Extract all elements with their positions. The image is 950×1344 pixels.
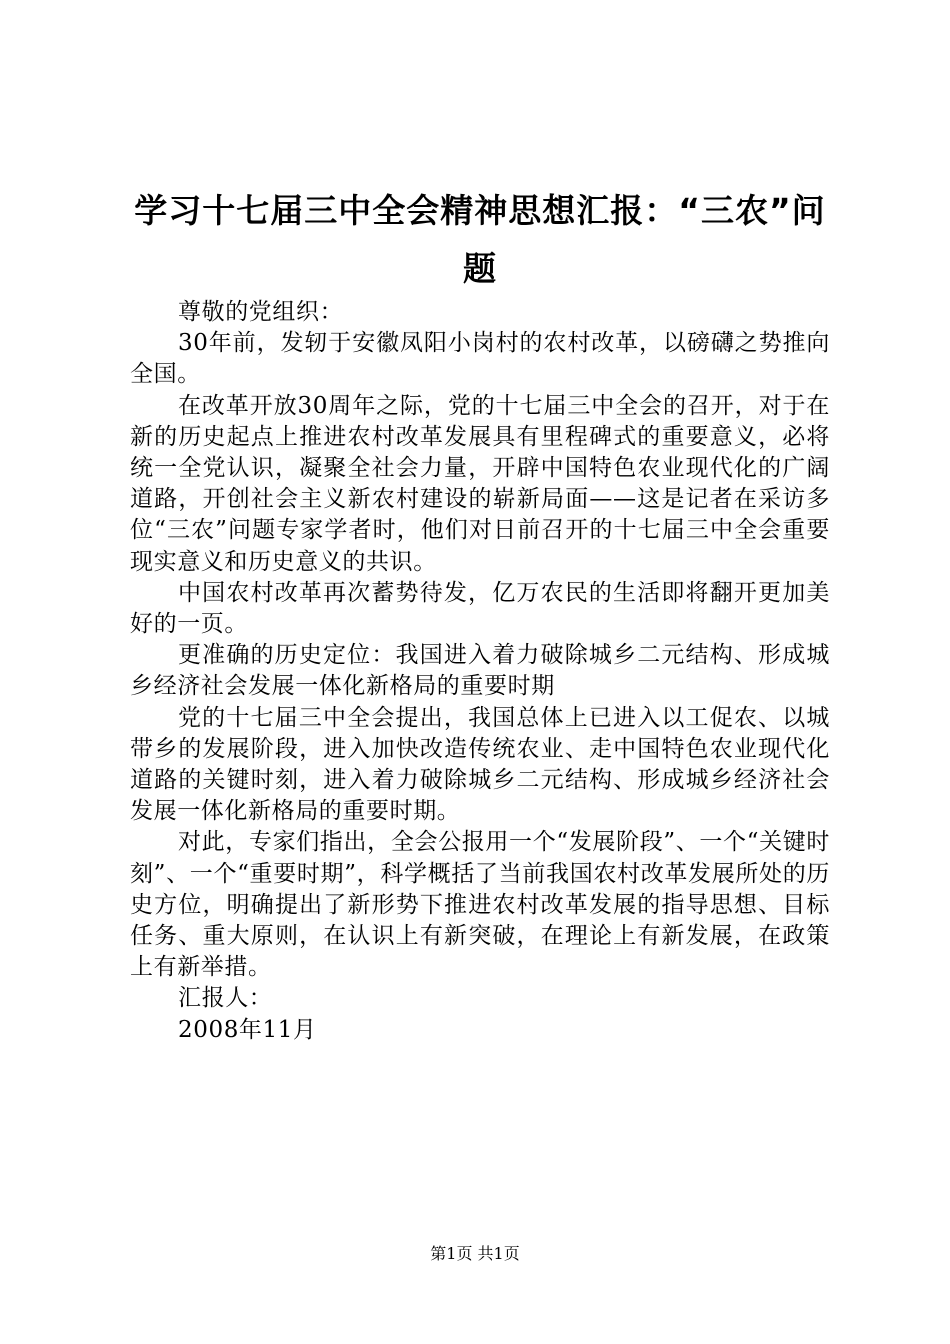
document-body xyxy=(130,297,830,1046)
date: 2008年11月 xyxy=(178,1016,317,1043)
paragraph: 党的十七届三中全会提出，我国总体上已进入以工促农、以城带乡的发展阶段，进入加快改造传统农业、走中国特色农业现代化道路的关键时刻，进入着力破除城乡二元结构、形成城乡经济社会发展一体化新格局的重要时期。 xyxy=(130,704,830,825)
paragraph: 中国农村改革再次蓄势待发，亿万农民的生活即将翻开更加美好的一页。 xyxy=(130,579,830,638)
page-footer: 第1页 共1页 xyxy=(430,1244,520,1263)
paragraph: 更准确的历史定位：我国进入着力破除城乡二元结构、形成城乡经济社会发展一体化新格局的重要时期 xyxy=(130,642,830,700)
paragraph: 在改革开放30周年之际，党的十七届三中全会的召开，对于在新的历史起点上推进农村改革发展具有里程碑式的重要意义，必将统一全党认识，凝聚全社会力量，开辟中国特色农业现代化的广阔道路，开创社会主义新农村建设的崭新局面——这是记者在采访多位“三农”问题专家学者时，他们对日前召开的十七届三中全会重要现实意义和历史意义的共识。 xyxy=(130,392,830,575)
salutation: 尊敬的党组织： xyxy=(178,299,344,325)
signature: 汇报人： xyxy=(178,985,273,1012)
paragraph: 30年前，发轫于安徽凤阳小岗村的农村改革，以磅礴之势推向全国。 xyxy=(130,330,830,388)
paragraph: 对此，专家们指出，全会公报用一个“发展阶段”、一个“关键时刻”、一个“重要时期”，科学概括了当前我国农村改革发展所处的历史方位，明确提出了新形势下推进农村改革发展的指导思想、目标任务、重大原则，在认识上有新突破，在理论上有新发展，在政策上有新举措。 xyxy=(130,829,830,981)
document-title: 学习十七届三中全会精神思想汇报：“三农”问题 xyxy=(134,191,826,288)
